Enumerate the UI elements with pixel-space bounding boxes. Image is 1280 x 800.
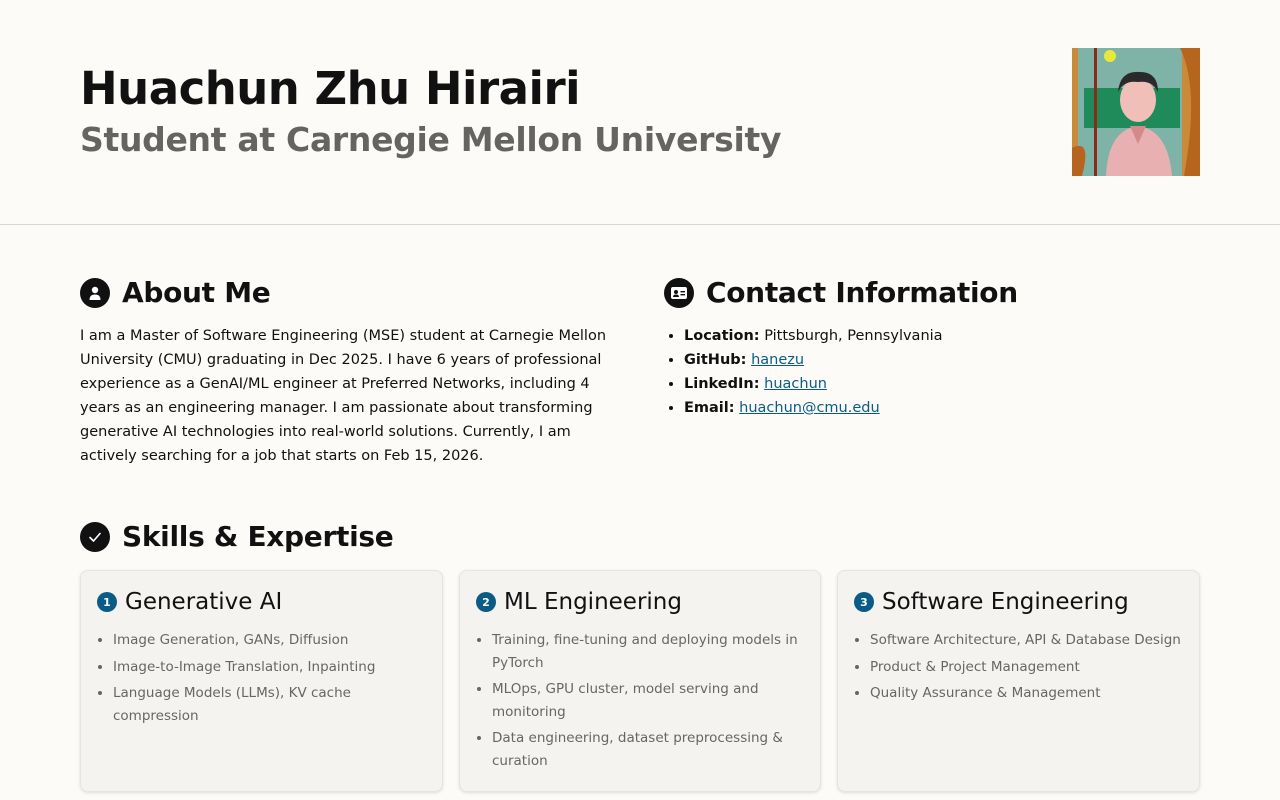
email-link[interactable]: huachun@cmu.edu — [739, 400, 880, 416]
contact-section-header — [664, 276, 1018, 309]
location-value: Pittsburgh, Pennsylvania — [764, 328, 943, 344]
card-title: ML Engineering — [504, 589, 682, 615]
page-title: Huachun Zhu Hirairi — [80, 62, 581, 115]
list-item: • MLOps, GPU cluster, model serving and monitoring — [492, 678, 802, 723]
list-item: • Image-to-Image Translation, Inpainting — [113, 656, 424, 679]
skills-title: Skills & Expertise — [122, 520, 394, 553]
contact-email: • Email: huachun@cmu.edu — [684, 396, 943, 420]
check-icon — [80, 522, 110, 552]
list-item: • Product & Project Management — [870, 656, 1181, 679]
card-number-badge: 3 — [854, 592, 874, 612]
about-section-header — [80, 276, 270, 309]
contact-linkedin: • LinkedIn: huachun — [684, 372, 943, 396]
page-subtitle: Student at Carnegie Mellon University — [80, 120, 782, 159]
skills-section-header — [80, 520, 393, 553]
user-icon — [80, 278, 110, 308]
about-text: I am a Master of Software Engineering (MSE) student at Carnegie Mellon University (CMU) graduating in Dec 2025. I have 6 years of professional experience as a GenAI/ML engineer at Preferred Networks, including 4 years as an engineering manager. I am passionate about transforming generative AI technologies into real-world solutions. Currently, I am actively searching for a job that starts on Feb 15, 2026. — [80, 328, 607, 464]
list-item: • Software Architecture, API & Database Design — [870, 629, 1181, 652]
contact-github: • GitHub: hanezu — [684, 348, 943, 372]
skill-card-generative-ai — [80, 570, 443, 792]
github-link[interactable]: hanezu — [751, 352, 805, 368]
list-item: • Data engineering, dataset preprocessing & curation — [492, 727, 802, 772]
list-item: • Training, fine-tuning and deploying models in PyTorch — [492, 629, 802, 674]
contact-list — [684, 324, 943, 420]
linkedin-link[interactable]: huachun — [764, 376, 827, 392]
list-item: • Language Models (LLMs), KV cache compression — [113, 682, 424, 727]
about-title: About Me — [122, 276, 271, 309]
list-item: • Quality Assurance & Management — [870, 682, 1181, 705]
avatar — [1072, 48, 1200, 176]
card-title: Generative AI — [125, 589, 283, 615]
card-title: Software Engineering — [882, 589, 1129, 615]
skill-list — [870, 629, 1181, 709]
skill-list — [492, 629, 802, 776]
page-header — [0, 0, 1280, 225]
list-item: • Image Generation, GANs, Diffusion — [113, 629, 424, 652]
card-number-badge: 1 — [97, 592, 117, 612]
card-number-badge: 2 — [476, 592, 496, 612]
contact-location: • Location: Pittsburgh, Pennsylvania — [684, 324, 943, 348]
skill-list — [113, 629, 424, 731]
contact-title: Contact Information — [706, 276, 1018, 309]
id-card-icon — [664, 278, 694, 308]
skill-card-software-engineering — [837, 570, 1200, 792]
skill-card-ml-engineering — [459, 570, 821, 792]
